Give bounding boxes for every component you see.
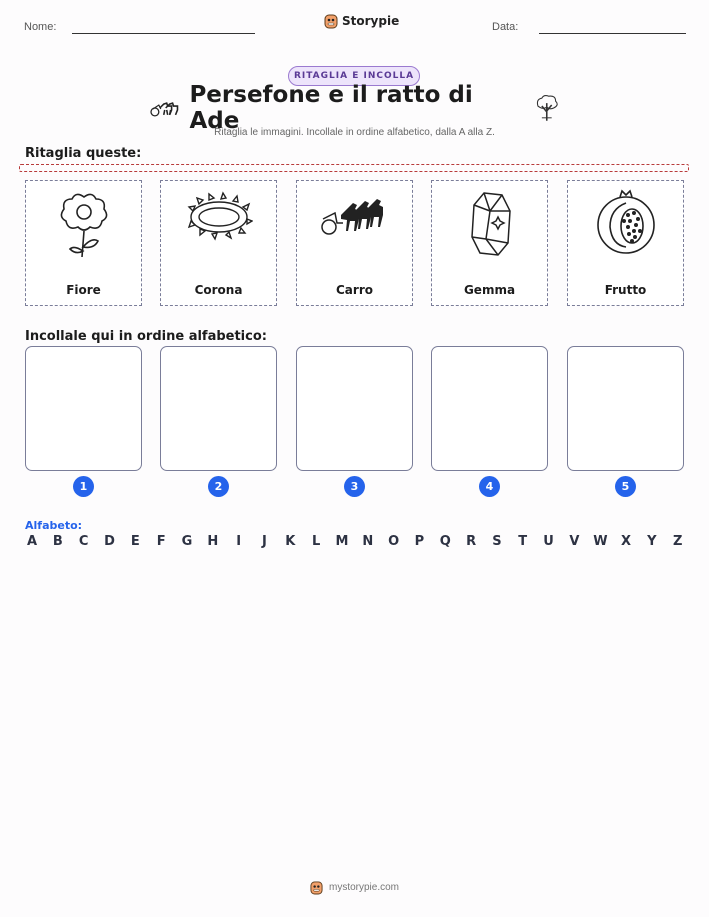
wreath-icon — [185, 189, 253, 261]
card-label: Fiore — [66, 283, 101, 297]
brand-name: Storypie — [342, 14, 400, 28]
storypie-mascot-icon — [310, 880, 323, 895]
paste-slot-5[interactable] — [567, 346, 684, 471]
alphabet-letter: O — [388, 534, 400, 549]
paste-slot-1[interactable] — [25, 346, 142, 471]
alphabet-letter: D — [104, 534, 115, 549]
alphabet-letter: S — [492, 534, 502, 549]
paste-slot-4[interactable] — [431, 346, 548, 471]
card-label: Corona — [194, 283, 243, 297]
alphabet-letter: A — [26, 534, 38, 549]
alphabet-letter: T — [518, 534, 528, 549]
date-line[interactable] — [539, 33, 686, 34]
alphabet-letter: N — [362, 534, 374, 549]
alphabet-letter: Z — [672, 534, 683, 549]
flower-icon — [54, 189, 114, 261]
paste-slot-2[interactable] — [160, 346, 277, 471]
alphabet-letter: V — [569, 534, 580, 549]
alphabet-letter: J — [262, 534, 267, 549]
alphabet-row — [25, 534, 685, 549]
cut-card-carro[interactable] — [296, 180, 413, 306]
slot-number-badge: 4 — [479, 476, 500, 497]
storypie-mascot-icon — [324, 13, 338, 29]
card-label: Gemma — [463, 283, 516, 297]
gem-icon — [462, 189, 522, 261]
slot-number-badge: 1 — [73, 476, 94, 497]
paste-heading: Incollale qui in ordine alfabetico: — [25, 329, 267, 344]
cut-heading: Ritaglia queste: — [25, 146, 142, 161]
footer — [0, 880, 709, 895]
date-label: Data: — [492, 21, 519, 33]
activity-tag: RITAGLIA E INCOLLA — [288, 66, 420, 86]
brand-logo — [324, 13, 399, 29]
alphabet-letter: I — [236, 534, 242, 549]
cut-card-corona[interactable] — [160, 180, 277, 306]
pomegranate-icon — [594, 189, 658, 261]
tree-icon — [534, 94, 560, 122]
cut-card-frutto[interactable] — [567, 180, 684, 306]
alphabet-letter: U — [543, 534, 554, 549]
name-label: Nome: — [24, 21, 57, 33]
alphabet-letter: X — [621, 534, 632, 549]
alphabet-letter: H — [207, 534, 219, 549]
alphabet-letter: W — [593, 534, 608, 549]
card-label: Carro — [336, 283, 373, 297]
cut-card-gemma[interactable] — [431, 180, 548, 306]
slot-number-badge: 3 — [344, 476, 365, 497]
slot-number-badge: 2 — [208, 476, 229, 497]
alphabet-letter: C — [78, 534, 89, 549]
name-line[interactable] — [72, 33, 255, 34]
paste-slot-3[interactable] — [296, 346, 413, 471]
alphabet-letter: L — [311, 534, 321, 549]
cut-line — [19, 164, 689, 172]
alphabet-letter: E — [130, 534, 140, 549]
card-label: Frutto — [604, 283, 647, 297]
cut-card-fiore[interactable] — [25, 180, 142, 306]
instructions: Ritaglia le immagini. Incollale in ordine alfabetico, dalla A alla Z. — [214, 127, 495, 138]
alphabet-letter: G — [181, 534, 193, 549]
slot-number-badge: 5 — [615, 476, 636, 497]
alphabet-letter: R — [466, 534, 477, 549]
alphabet-letter: M — [335, 534, 349, 549]
title-text: Persefone e il ratto di Ade — [189, 82, 473, 134]
alphabet-letter: K — [285, 534, 296, 549]
chariot-icon — [150, 99, 179, 117]
alphabet-letter: Y — [647, 534, 657, 549]
alphabet-letter: F — [156, 534, 166, 549]
alphabet-letter: Q — [439, 534, 451, 549]
chariot-icon — [319, 189, 391, 261]
alphabet-letter: B — [52, 534, 63, 549]
alphabet-heading: Alfabeto: — [25, 519, 83, 532]
alphabet-letter: P — [414, 534, 425, 549]
footer-link[interactable]: mystorypie.com — [328, 882, 399, 893]
